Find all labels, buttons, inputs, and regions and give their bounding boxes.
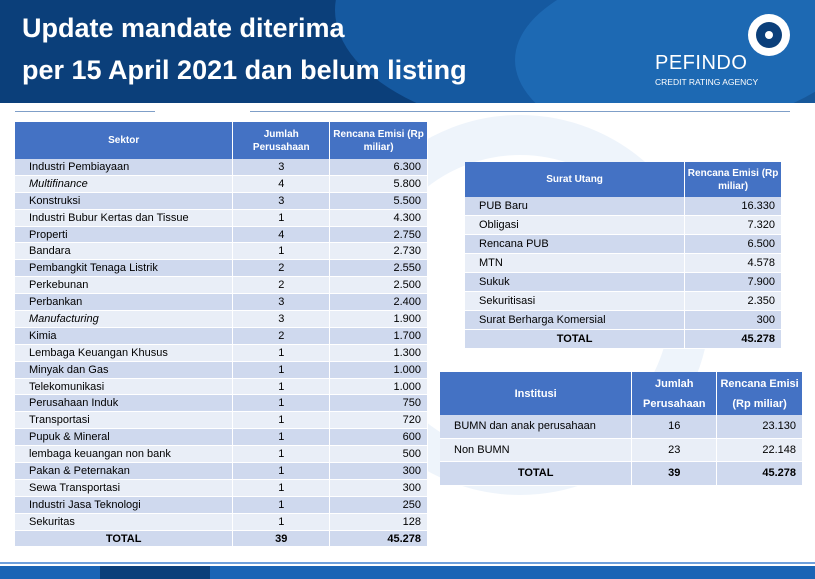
jumlah-perusahaan: 1 xyxy=(233,446,330,463)
table-header-row xyxy=(440,372,803,415)
table-row xyxy=(15,277,428,294)
column-header-emisi: Rencana Emisi (Rp miliar) xyxy=(717,372,803,415)
rencana-emisi: 2.750 xyxy=(330,226,428,243)
table-row xyxy=(15,344,428,361)
slide-title-line2: per 15 April 2021 dan belum listing xyxy=(22,55,467,85)
table-row xyxy=(15,327,428,344)
total-emisi: 45.278 xyxy=(685,330,782,349)
jumlah-perusahaan: 1 xyxy=(233,479,330,496)
sektor-name: Sewa Transportasi xyxy=(15,479,233,496)
institusi-name: BUMN dan anak perusahaan xyxy=(440,415,632,438)
sektor-name: Pupuk & Mineral xyxy=(15,429,233,446)
rencana-emisi: 1.900 xyxy=(330,311,428,328)
divider-line xyxy=(15,111,155,112)
rencana-emisi: 300 xyxy=(330,463,428,480)
table-header-row xyxy=(465,162,782,197)
table-row xyxy=(15,192,428,209)
total-emisi: 45.278 xyxy=(717,462,803,486)
rencana-emisi: 16.330 xyxy=(685,197,782,216)
total-label: TOTAL xyxy=(465,330,685,349)
column-header-jumlah: Jumlah Perusahaan xyxy=(632,372,717,415)
rencana-emisi: 1.000 xyxy=(330,378,428,395)
table-row xyxy=(15,226,428,243)
rencana-emisi: 500 xyxy=(330,446,428,463)
rencana-emisi: 4.300 xyxy=(330,209,428,226)
jumlah-perusahaan: 1 xyxy=(233,429,330,446)
sektor-name: Pembangkit Tenaga Listrik xyxy=(15,260,233,277)
sektor-name: Multifinance xyxy=(15,175,233,192)
sektor-name: Minyak dan Gas xyxy=(15,361,233,378)
table-row xyxy=(15,311,428,328)
jumlah-perusahaan: 1 xyxy=(233,463,330,480)
table-row xyxy=(15,260,428,277)
rencana-emisi: 7.900 xyxy=(685,273,782,292)
table-total-row xyxy=(440,462,803,486)
sektor-name: Industri Bubur Kertas dan Tissue xyxy=(15,209,233,226)
rencana-emisi: 1.300 xyxy=(330,344,428,361)
rencana-emisi: 2.500 xyxy=(330,277,428,294)
rencana-emisi: 2.400 xyxy=(330,294,428,311)
table-row xyxy=(15,429,428,446)
table-row xyxy=(440,438,803,462)
column-header-jumlah: Jumlah Perusahaan xyxy=(233,122,330,159)
table-row xyxy=(15,294,428,311)
rencana-emisi: 4.578 xyxy=(685,254,782,273)
sektor-name: Kimia xyxy=(15,327,233,344)
table-row xyxy=(15,175,428,192)
sektor-name: Perusahaan Induk xyxy=(15,395,233,412)
jumlah-perusahaan: 1 xyxy=(233,243,330,260)
column-header-sektor: Sektor xyxy=(15,122,233,159)
surat-utang-name: Rencana PUB xyxy=(465,235,685,254)
column-header-institusi: Institusi xyxy=(440,372,632,415)
rencana-emisi: 1.700 xyxy=(330,327,428,344)
sektor-name: Manufacturing xyxy=(15,311,233,328)
table-row xyxy=(15,513,428,530)
sektor-table xyxy=(15,122,428,547)
total-label: TOTAL xyxy=(440,462,632,486)
surat-utang-name: Sukuk xyxy=(465,273,685,292)
jumlah-perusahaan: 3 xyxy=(233,159,330,175)
rencana-emisi: 2.350 xyxy=(685,292,782,311)
rencana-emisi: 300 xyxy=(330,479,428,496)
table-row xyxy=(465,292,782,311)
table-row xyxy=(15,378,428,395)
institusi-table xyxy=(440,372,803,486)
logo-name: PEFINDO xyxy=(655,52,748,74)
jumlah-perusahaan: 2 xyxy=(233,277,330,294)
sektor-name: Industri Pembiayaan xyxy=(15,159,233,175)
sektor-name: lembaga keuangan non bank xyxy=(15,446,233,463)
rencana-emisi: 600 xyxy=(330,429,428,446)
table-row xyxy=(465,216,782,235)
jumlah-perusahaan: 3 xyxy=(233,311,330,328)
table-row xyxy=(15,496,428,513)
column-header-emisi: Rencana Emisi (Rp miliar) xyxy=(330,122,428,159)
jumlah-perusahaan: 1 xyxy=(233,361,330,378)
table-row xyxy=(465,235,782,254)
rencana-emisi: 750 xyxy=(330,395,428,412)
table-row xyxy=(15,479,428,496)
table-row xyxy=(465,197,782,216)
slide-title-line1: Update mandate diterima xyxy=(22,13,345,43)
sektor-name: Perbankan xyxy=(15,294,233,311)
sektor-name: Properti xyxy=(15,226,233,243)
rencana-emisi: 2.550 xyxy=(330,260,428,277)
rencana-emisi: 7.320 xyxy=(685,216,782,235)
sektor-name: Konstruksi xyxy=(15,192,233,209)
jumlah-perusahaan: 16 xyxy=(632,415,717,438)
rencana-emisi: 22.148 xyxy=(717,438,803,462)
total-jumlah: 39 xyxy=(632,462,717,486)
sektor-name: Perkebunan xyxy=(15,277,233,294)
table-row xyxy=(15,463,428,480)
table-row xyxy=(15,446,428,463)
rencana-emisi: 300 xyxy=(685,311,782,330)
jumlah-perusahaan: 2 xyxy=(233,327,330,344)
jumlah-perusahaan: 1 xyxy=(233,513,330,530)
total-jumlah: 39 xyxy=(233,530,330,547)
institusi-name: Non BUMN xyxy=(440,438,632,462)
total-label: TOTAL xyxy=(15,530,233,547)
jumlah-perusahaan: 2 xyxy=(233,260,330,277)
jumlah-perusahaan: 1 xyxy=(233,209,330,226)
rencana-emisi: 1.000 xyxy=(330,361,428,378)
table-row xyxy=(15,395,428,412)
rencana-emisi: 6.300 xyxy=(330,159,428,175)
jumlah-perusahaan: 1 xyxy=(233,496,330,513)
surat-utang-table xyxy=(465,162,782,349)
logo-subtitle: CREDIT RATING AGENCY xyxy=(655,77,759,87)
surat-utang-name: Sekuritisasi xyxy=(465,292,685,311)
sektor-name: Pakan & Peternakan xyxy=(15,463,233,480)
rencana-emisi: 6.500 xyxy=(685,235,782,254)
jumlah-perusahaan: 1 xyxy=(233,344,330,361)
rencana-emisi: 23.130 xyxy=(717,415,803,438)
table-row xyxy=(15,209,428,226)
column-header-emisi: Rencana Emisi (Rp miliar) xyxy=(685,162,782,197)
slide-footer xyxy=(0,558,815,579)
rencana-emisi: 5.500 xyxy=(330,192,428,209)
pefindo-swirl-icon xyxy=(748,14,790,56)
table-row xyxy=(15,412,428,429)
sektor-name: Lembaga Keuangan Khusus xyxy=(15,344,233,361)
jumlah-perusahaan: 3 xyxy=(233,294,330,311)
rencana-emisi: 128 xyxy=(330,513,428,530)
sektor-name: Telekomunikasi xyxy=(15,378,233,395)
jumlah-perusahaan: 1 xyxy=(233,395,330,412)
table-header-row xyxy=(15,122,428,159)
table-row xyxy=(15,159,428,175)
table-row xyxy=(15,243,428,260)
table-total-row xyxy=(15,530,428,547)
sektor-name: Industri Jasa Teknologi xyxy=(15,496,233,513)
sektor-name: Sekuritas xyxy=(15,513,233,530)
table-row xyxy=(440,415,803,438)
pefindo-logo xyxy=(653,14,813,94)
jumlah-perusahaan: 3 xyxy=(233,192,330,209)
surat-utang-name: MTN xyxy=(465,254,685,273)
rencana-emisi: 250 xyxy=(330,496,428,513)
jumlah-perusahaan: 1 xyxy=(233,378,330,395)
sektor-name: Transportasi xyxy=(15,412,233,429)
divider-line xyxy=(250,111,790,112)
rencana-emisi: 5.800 xyxy=(330,175,428,192)
surat-utang-name: PUB Baru xyxy=(465,197,685,216)
jumlah-perusahaan: 4 xyxy=(233,226,330,243)
footer-line xyxy=(0,562,815,564)
slide-header xyxy=(0,0,815,103)
table-row xyxy=(465,254,782,273)
rencana-emisi: 720 xyxy=(330,412,428,429)
table-row xyxy=(15,361,428,378)
jumlah-perusahaan: 1 xyxy=(233,412,330,429)
jumlah-perusahaan: 23 xyxy=(632,438,717,462)
jumlah-perusahaan: 4 xyxy=(233,175,330,192)
surat-utang-name: Obligasi xyxy=(465,216,685,235)
table-row xyxy=(465,273,782,292)
column-header-surat-utang: Surat Utang xyxy=(465,162,685,197)
total-emisi: 45.278 xyxy=(330,530,428,547)
sektor-name: Bandara xyxy=(15,243,233,260)
footer-bar-accent xyxy=(100,566,210,579)
table-row xyxy=(465,311,782,330)
table-total-row xyxy=(465,330,782,349)
surat-utang-name: Surat Berharga Komersial xyxy=(465,311,685,330)
rencana-emisi: 2.730 xyxy=(330,243,428,260)
